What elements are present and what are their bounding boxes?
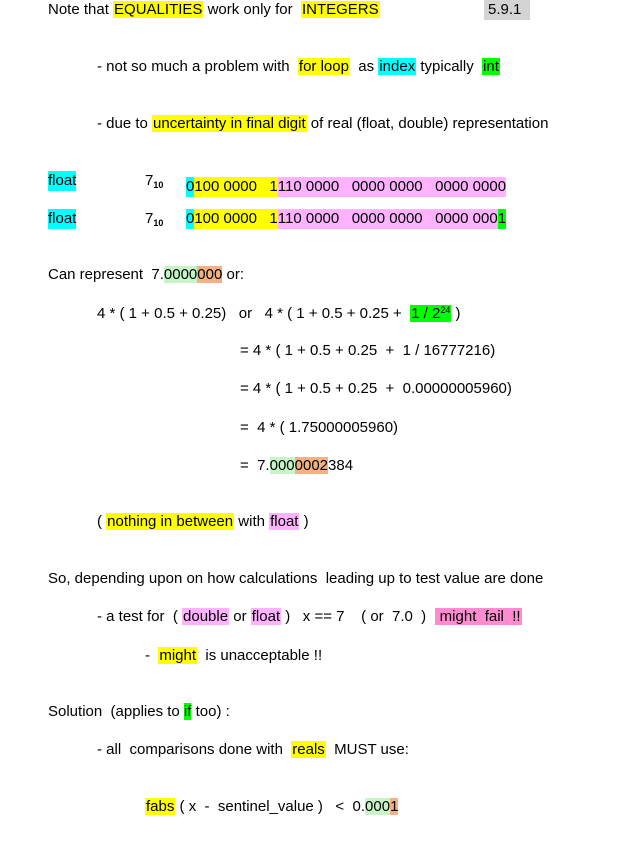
unacceptable-rest: is unacceptable !! xyxy=(197,647,323,664)
nothing-open: ( xyxy=(97,513,107,530)
math-line1-close: ) xyxy=(451,305,461,322)
index-highlight: index xyxy=(379,58,416,75)
header-line xyxy=(48,0,380,20)
math-line-3: = 4 * ( 1 + 0.5 + 0.25 + 0.00000005960) xyxy=(240,380,512,397)
fabs-green-digits: 000 xyxy=(365,798,391,815)
fraction-exponent: 24 xyxy=(440,305,451,315)
test-mid: ) x == 7 ( or 7.0 ) xyxy=(281,608,435,625)
can-represent-lead: Can represent 7. xyxy=(48,266,164,283)
bitrow1-value xyxy=(145,171,163,191)
fabs-highlight: fabs xyxy=(146,798,175,815)
might-highlight: might xyxy=(159,647,197,664)
bitrow2-type: float xyxy=(48,210,77,227)
bullet2-lead: - due to xyxy=(97,115,153,132)
solution-lead: Solution (applies to xyxy=(48,703,184,720)
bullet1-typically: typically xyxy=(416,58,483,75)
fraction-highlight xyxy=(410,305,451,322)
math-line-4: = 4 * ( 1.75000005960) xyxy=(240,419,399,436)
nothing-with: with xyxy=(234,513,270,530)
bullet2-rest: of real (float, double) representation xyxy=(306,115,549,132)
section-number-badge xyxy=(484,0,530,20)
solution-rest: too) : xyxy=(191,703,230,720)
uncertainty-highlight: uncertainty in final digit xyxy=(153,115,306,132)
unacceptable-dash: - xyxy=(145,647,159,664)
header-text-mid: work only for xyxy=(203,1,297,18)
bitrow1-bits xyxy=(186,171,507,195)
test-float-highlight: float xyxy=(251,608,281,625)
test-lead: - a test for ( xyxy=(97,608,183,625)
bitrow2-sign-bit: 0 xyxy=(186,210,195,227)
bitrow1-exponent: 100 0000 1 xyxy=(194,178,278,195)
unacceptable-line xyxy=(145,646,322,666)
comparisons-lead: - all comparisons done with xyxy=(97,741,292,758)
integers-highlight: INTEGERS xyxy=(301,1,379,18)
test-or: or xyxy=(229,608,251,625)
nothing-in-between-line xyxy=(97,512,309,532)
bitrow2-bits xyxy=(186,209,506,229)
can-represent-tail: or: xyxy=(222,266,244,283)
comparisons-line xyxy=(97,740,409,760)
bitrow1-sign-bit: 0 xyxy=(186,178,195,195)
bullet1-lead: - not so much a problem with xyxy=(97,58,298,75)
can-represent-line xyxy=(48,265,244,285)
bitrow1-mantissa: 110 0000 0000 0000 0000 0000 xyxy=(277,178,507,195)
so-depending-line: So, depending upon on how calculations leading up to test value are done xyxy=(48,570,544,587)
section-number: 5.9.1 xyxy=(488,1,522,18)
bitrow2-mantissa: 110 0000 0000 0000 0000 000 xyxy=(277,210,498,227)
bitrow2-value xyxy=(145,209,163,229)
bitrow2-last-bit: 1 xyxy=(497,210,507,227)
bitrow2-exponent: 100 0000 1 xyxy=(194,210,278,227)
bitrow2-value-digit: 7 xyxy=(145,210,154,227)
if-highlight: if xyxy=(183,703,192,720)
nothing-between-highlight: nothing in between xyxy=(107,513,234,530)
fabs-orange-digit: 1 xyxy=(390,798,399,815)
math-line-2: = 4 * ( 1 + 0.5 + 0.25 + 1 / 16777216) xyxy=(240,342,496,359)
test-line xyxy=(97,607,522,627)
fabs-mid: ( x - sentinel_value ) < 0. xyxy=(175,798,366,815)
might-fail-highlight: might fail !! xyxy=(435,608,521,625)
int-highlight: int xyxy=(483,58,499,75)
bitrow2-base: 10 xyxy=(153,218,164,228)
bitrow1-value-digit: 7 xyxy=(145,172,154,189)
double-highlight: double xyxy=(183,608,229,625)
for-loop-highlight: for loop xyxy=(298,58,349,75)
math-line5-lead: = 7. xyxy=(240,457,270,474)
fabs-line xyxy=(145,797,398,817)
can-represent-green-digits: 0000 xyxy=(163,266,198,283)
bitrow1-type: float xyxy=(48,172,77,189)
math-line1-text: 4 * ( 1 + 0.5 + 0.25) or 4 * ( 1 + 0.5 + 0.25 + xyxy=(97,305,411,322)
reals-highlight: reals xyxy=(292,741,325,758)
solution-line xyxy=(48,702,230,722)
math-line5-green: 000 xyxy=(269,457,295,474)
comparisons-rest: MUST use: xyxy=(325,741,409,758)
equalities-highlight: EQUALITIES xyxy=(114,1,203,18)
can-represent-orange-digits: 000 xyxy=(197,266,223,283)
math-line5-orange: 0002 xyxy=(294,457,329,474)
float-highlight: float xyxy=(270,513,299,530)
fraction-text: 1 / 2 xyxy=(411,305,441,322)
math-line-5 xyxy=(240,456,353,476)
header-text: Note that xyxy=(48,1,114,18)
math-line5-tail: 384 xyxy=(328,457,354,474)
math-line-1 xyxy=(97,304,461,324)
bullet-uncertainty xyxy=(97,114,548,134)
bitrow1-base: 10 xyxy=(153,180,164,190)
bullet1-as: as xyxy=(349,58,379,75)
nothing-close: ) xyxy=(299,513,309,530)
bullet-for-loop xyxy=(97,57,500,77)
